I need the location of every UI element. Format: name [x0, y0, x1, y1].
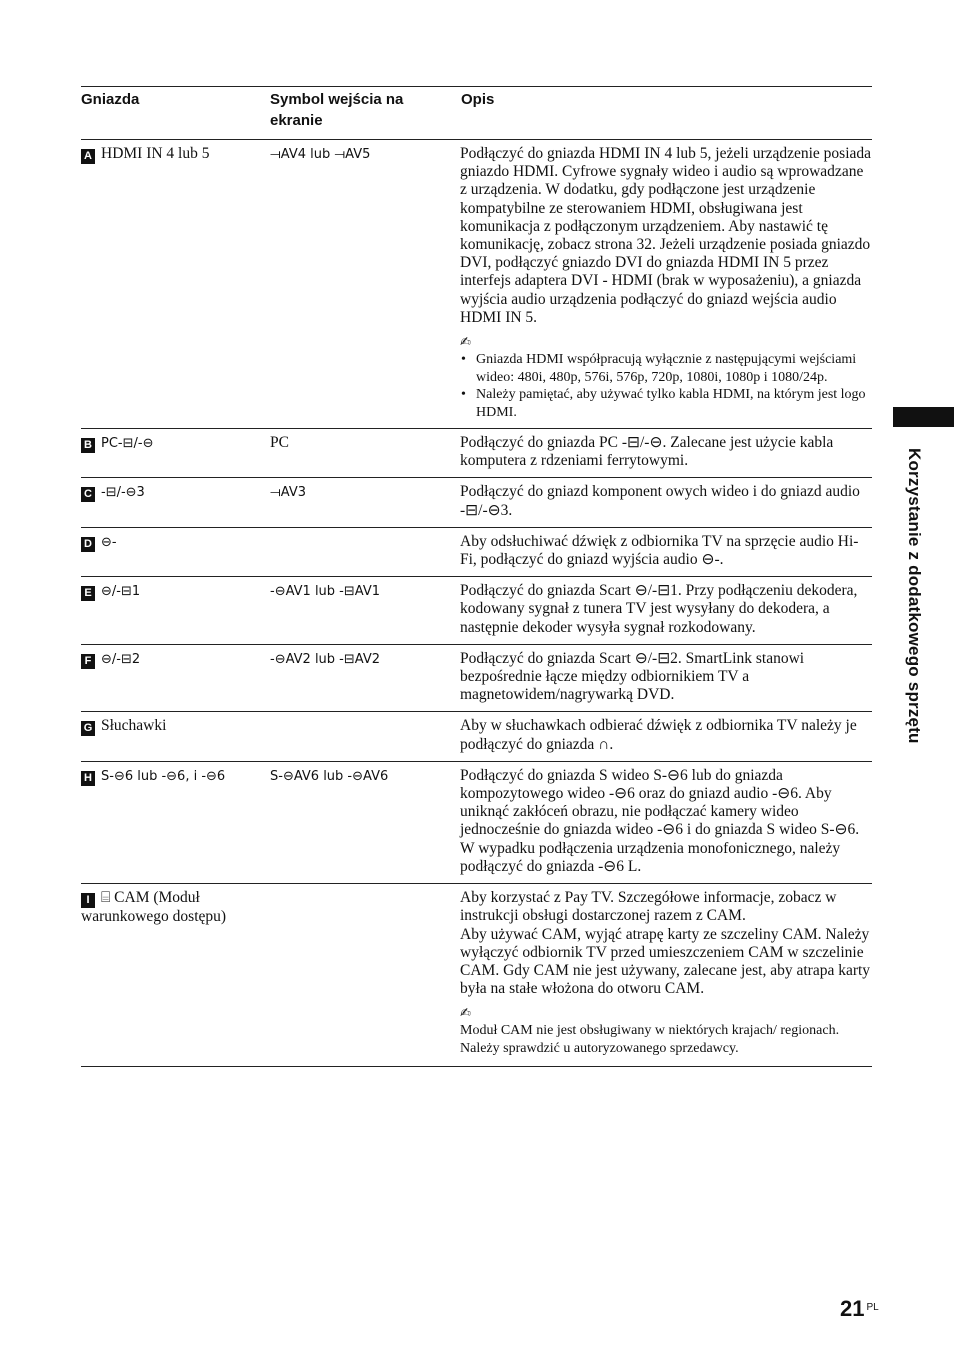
table-row: [81, 528, 872, 577]
socket-description: Aby odsłuchiwać dźwięk z odbiornika TV na sprzęcie audio Hi-Fi, podłączyć do gniazd wyjścia audio ⊖-.: [460, 532, 859, 569]
note-pencil-icon: ✍: [460, 335, 471, 351]
table-row: [81, 478, 872, 527]
socket-name: ⊖/-⊟1: [101, 584, 141, 600]
socket-name: ⌸ CAM (Moduł warunkowego dostępu): [81, 889, 227, 926]
socket-name: Słuchawki: [101, 717, 167, 735]
table-row: [81, 429, 872, 478]
table-row: [81, 577, 872, 645]
row-badge: B: [81, 438, 95, 453]
row-badge: A: [81, 149, 95, 164]
section-tab-marker: [893, 407, 954, 427]
note-item: • Należy pamiętać, aby używać tylko kabla HDMI, na którym jest logo HDMI.: [460, 386, 872, 421]
note-pencil-icon: ✍: [460, 1006, 471, 1022]
input-symbol: ⟞AV3: [270, 485, 307, 501]
socket-description: Podłączyć do gniazd komponent owych wideo i do gniazd audio -⊟/-⊖3.: [460, 483, 860, 519]
socket-name: ⊖/-⊟2: [101, 651, 141, 667]
socket-name: PC-⊟/-⊖: [101, 436, 154, 452]
header-symbol: Symbol wejścia na ekranie: [270, 91, 404, 129]
page-language: PL: [866, 1302, 879, 1313]
section-title-vertical: Korzystanie z dodatkowego sprzętu: [905, 448, 924, 744]
input-symbol: -⊖AV2 lub -⊟AV2: [270, 651, 380, 667]
row-badge: D: [81, 537, 95, 552]
table-row: [81, 645, 872, 713]
header-socket: Gniazda: [81, 91, 140, 108]
socket-name: ⊖-: [101, 534, 117, 550]
input-symbol: ⟞AV4 lub ⟞AV5: [270, 147, 371, 162]
table-row: [81, 140, 872, 429]
socket-description: Aby korzystać z Pay TV. Szczegółowe informacje, zobacz w instrukcji obsługi dostarczonej razem z CAM. Aby używać CAM, wyjąć atrapę karty ze szczeliny CAM. Należy wyłączyć odbiornik TV przed umieszczeniem CAM w szczelinie CAM. Gdy CAM nie jest używany, zalecane jest, aby atrapa karty była na stałe włożona do otworu CAM.: [460, 889, 871, 998]
note-list: [460, 351, 872, 421]
socket-name: -⊟/-⊖3: [101, 485, 145, 501]
socket-description: Podłączyć do gniazda HDMI IN 4 lub 5, jeżeli urządzenie posiada gniazdo HDMI. Cyfrowe sygnały wideo i audio są wprowadzane z urządzenia. W dodatku, gdy podłączone jest urządzenie kompatybilne ze sterowaniem HDMI, obsługiwana jest komunikacja z podłączonym urządzeniem. Aby nastawić tę komunikację, zobacz strona 32. Jeżeli urządzenie posiada gniazdo DVI, podłączyć gniazdo DVI do gniazda HDMI IN 5 przez interfejs adaptera DVI - HDMI (brak w wyposażeniu), a gniazda wyjścia audio urządzenia podłączyć do gniazd wejścia audio HDMI IN 5.: [460, 145, 872, 326]
row-badge: F: [81, 654, 95, 669]
row-badge: G: [81, 721, 95, 736]
socket-name: S-⊖6 lub -⊖6, i -⊖6: [101, 768, 226, 784]
row-badge: E: [81, 586, 95, 601]
table-row: [81, 712, 872, 761]
page-number-value: 21: [840, 1296, 865, 1321]
socket-description: Podłączyć do gniazda Scart ⊖/-⊟2. SmartLink stanowi bezpośrednie łącze między odbiornikiem TV a magnetowidem/nagrywarką DVD.: [460, 649, 805, 704]
socket-description: Podłączyć do gniazda Scart ⊖/-⊟1. Przy podłączeniu dekodera, kodowany sygnał z tunera TV jest wysyłany do dekodera, a następnie dekoder wysyła sygnał rozkodowany.: [460, 582, 858, 636]
socket-description: Aby w słuchawkach odbierać dźwięk z odbiornika TV należy je podłączyć do gniazda ∩.: [460, 717, 857, 753]
table-row: [81, 762, 872, 884]
note-text: Moduł CAM nie jest obsługiwany w niektórych krajach/ regionach. Należy sprawdzić u autoryzowanego sprzedawcy.: [460, 1023, 840, 1056]
socket-name: HDMI IN 4 lub 5: [101, 145, 210, 162]
row-badge: H: [81, 771, 95, 786]
table-header: [81, 86, 872, 140]
input-symbol: -⊖AV1 lub -⊟AV1: [270, 584, 380, 600]
table-row: [81, 884, 872, 1067]
header-description: Opis: [461, 91, 495, 108]
socket-description: Podłączyć do gniazda S wideo S-⊖6 lub do gniazda kompozytowego wideo -⊖6 oraz do gniazd audio -⊖6. Aby uniknąć zakłóceń obrazu, nie podłączać kamery wideo jednocześnie do gniazda wideo -⊖6 i do gniazda S wideo S-⊖6. W wypadku podłączenia urządzenia monofonicznego, należy podłączyć do gniazda -⊖6 L.: [460, 766, 860, 875]
page-number: [840, 1296, 879, 1322]
socket-description: Podłączyć do gniazda PC -⊟/-⊖. Zalecane jest użycie kabla komputera z rdzeniami ferrytowymi.: [460, 434, 834, 470]
connections-table: [81, 86, 872, 1067]
row-badge: I: [81, 893, 95, 908]
row-badge: C: [81, 487, 95, 502]
note-item: • Gniazda HDMI współpracują wyłącznie z następującymi wejściami wideo: 480i, 480p, 576i, 576p, 720p, 1080i, 1080p i 1080/24p.: [460, 351, 872, 386]
input-symbol: PC: [270, 434, 289, 452]
input-symbol: S-⊖AV6 lub -⊖AV6: [270, 768, 389, 784]
